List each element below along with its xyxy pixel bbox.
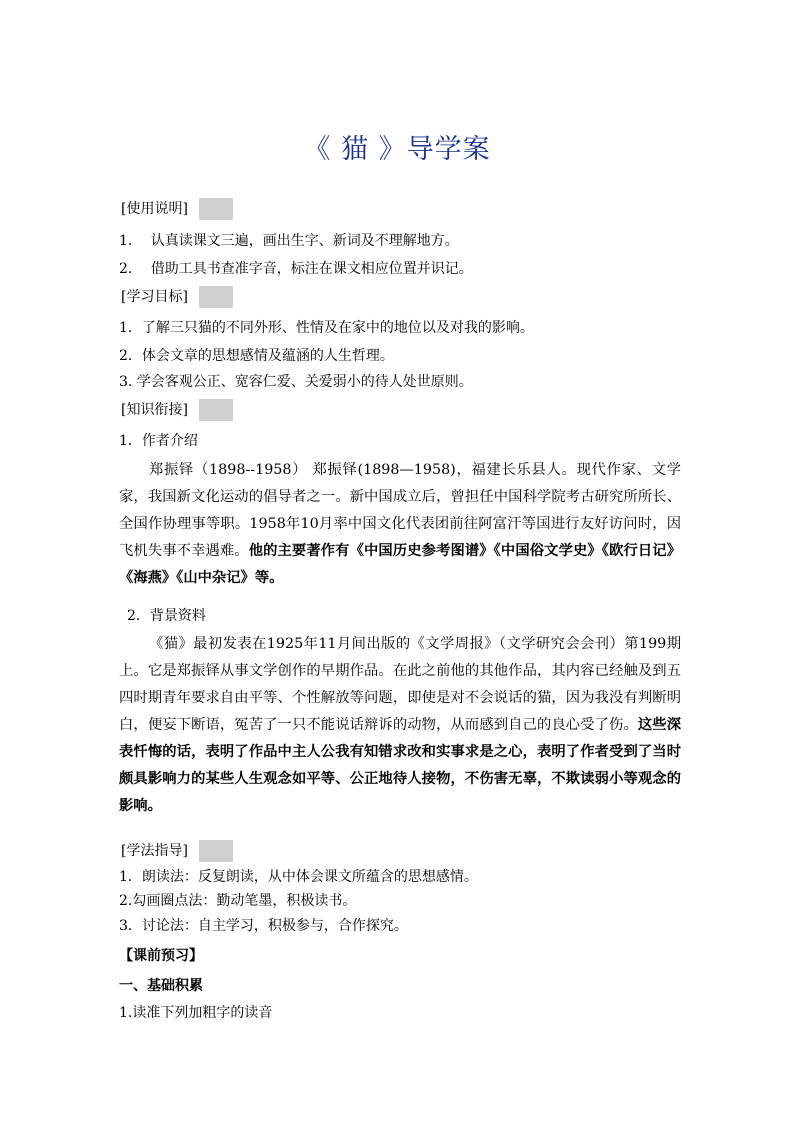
author-heading: 1．作者介绍 [119,433,198,449]
section-knowledge-label: [知识衔接] [119,399,233,421]
section-usage-label: [使用说明] [119,198,233,220]
usage-item-2: 2. 借助工具书查准字音，标注在课文相应位置并识记。 [119,261,473,277]
section-goals-label: [学习目标] [119,286,233,308]
goal-item-3: 3. 学会客观公正、宽容仁爱、关爱弱小的待人处世原则。 [119,374,473,390]
page-title: 《 猫 》导学案 [303,134,491,165]
author-paragraph: 郑振铎（1898--1958） 郑振铎(1898—1958)，福建长乐县人。现代作家、文学家，我国新文化运动的倡导者之一。新中国成立后，曾担任中国科学院考古研究所所长、全国作协理事等职。1958年10月率中国文化代表团前往阿富汗等国进行友好访问时，因飞机失事不幸遇难。他的主要著作有《中国历史参考图谱》《中国俗文学史》《欧行日记》《海燕》《山中杂记》等。 [119,462,682,586]
method-item-2: 2.勾画圈点法：勤动笔墨，积极读书。 [119,893,357,909]
preview-heading: 【课前预习】 [119,948,203,964]
method-item-1: 1．朗读法：反复朗读，从中体会课文所蕴含的思想感情。 [119,869,478,885]
goal-item-1: 1．了解三只猫的不同外形、性情及在家中的地位以及对我的影响。 [119,320,534,336]
preview-subheading: 一、基础积累 [119,978,203,994]
goal-item-2: 2．体会文章的思想感情及蕴涵的人生哲理。 [119,348,394,364]
background-heading: 2．背景资料 [127,608,206,624]
preview-item: 1.读准下列加粗字的读音 [119,1005,273,1021]
section-method-label: [学法指导] [119,840,233,862]
usage-item-1: 1. 认真读课文三遍，画出生字、新词及不理解地方。 [119,233,459,249]
background-paragraph: 《猫》最初发表在1925年11月间出版的《文学周报》（文学研究会会刊）第199期上。它是郑振铎从事文学创作的早期作品。在此之前他的其他作品，其内容已经触及到五四时期青年要求自由平等、个性解放等问题，即使是对不会说话的猫，因为我没有判断明白，便妄下断语，冤苦了一只不能说话辩诉的动物，从而感到自己的良心受了伤。这些深表忏悔的话，表明了作品中主人公我有知错求改和实事求是之心，表明了作者受到了当时颇具影响力的某些人生观念如平等、公正地待人接物，不伤害无辜，不欺读弱小等观念的影响。 [119,636,681,814]
method-item-3: 3．讨论法：自主学习，积极参与，合作探究。 [119,918,408,934]
